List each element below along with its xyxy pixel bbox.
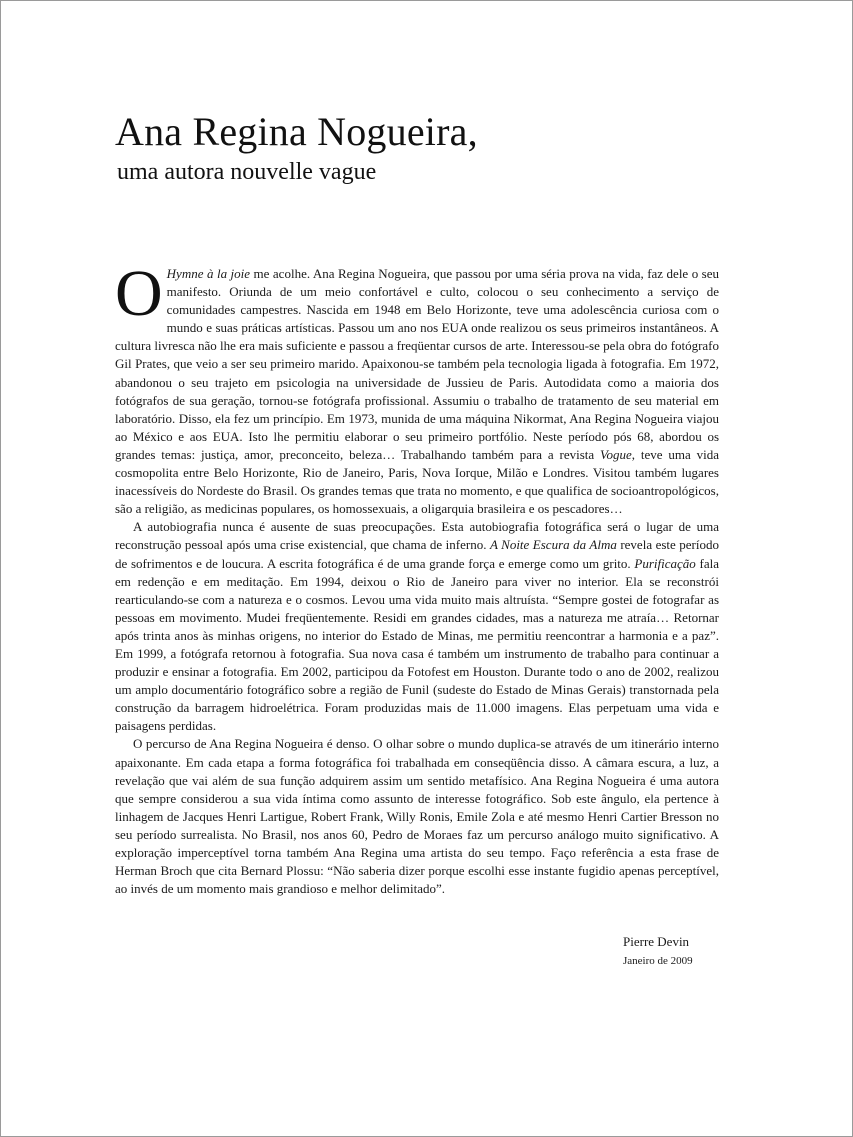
paragraph-1-text: [115, 257, 720, 517]
text-run: A autobiografia nunca é ausente de suas preocupações. Esta autobiografia fotográfica será o lugar de uma reconstrução pessoal após uma crise existencial, que chama de inferno.: [115, 519, 719, 553]
text-run: fala em redenção e em meditação. Em 1994, deixou o Rio de Janeiro para viver no interior. Ela se reconstrói rearticulando-se com a natureza e o cosmos. Levou uma vida muito mais altruísta. “Sempre gostei de fotografar as pessoas em movimento. Mudei freqüentemente. Residi em grandes cidades, mas a natureza me atraía… Retornar após trinta anos às minhas origens, no interior do Estado de Minas, me permitiu reencontrar a harmonia e a paz”. Em 1999, a fotógrafa retornou à fotografia. Sua nova casa é também um instrumento de trabalho para continuar a produzir e ensinar a fotografia. Em 2002, participou da Fotofest em Houston. Durante todo o ano de 2002, realizou um amplo documentário fotográfico sobre a região de Funil (sudeste do Estado de Minas Gerais) transtornada pela construção da barragem hidroelétrica. Foram produzidas mais de 11.000 imagens. Elas perpetuam uma vida e paisagens perdidas.: [115, 555, 719, 734]
italic-text: Purificação: [634, 555, 696, 571]
paragraph-1: [115, 257, 720, 518]
drop-cap: O: [115, 257, 163, 330]
text-run: revela este período de sofrimentos e de loucura. A escrita fotográfica é de uma grande força e emerge como um grito.: [115, 537, 719, 571]
article-subtitle: uma autora nouvelle vague: [117, 159, 377, 185]
italic-text: Vogue: [600, 446, 632, 462]
text-run: O percurso de Ana Regina Nogueira é denso. O olhar sobre o mundo duplica-se através de um itinerário interno apaixonante. Em cada etapa a forma fotográfica foi trabalhada em conseqüência disso. A câmara escura, a luz, a revelação que vai além de sua função adquirem assim um sentido metafísico. Ana Regina Nogueira é uma autora que sempre considerou a sua vida íntima como assunto de interesse fotográfico. Sob este ângulo, ela pertence à linhagem de Jacques Henri Lartigue, Robert Frank, Willy Ronis, Emile Zola e até mesmo Henri Cartier Bresson no seu período surrealista. No Brasil, nos anos 60, Pedro de Moraes faz um percurso análogo muito significativo. A exploração imperceptível torna também Ana Regina uma artista do seu tempo. Faço referência a esta frase de Herman Broch que cita Bernard Plossu: “Não saberia dizer porque escolhi esse instante fugidio apenas perceptível, ao invés de um momento mais grandioso e melhor delimitado”.: [115, 736, 719, 897]
text-run: me acolhe. Ana Regina Nogueira, que passou por uma séria prova na vida, faz dele o seu manifesto. Oriunda de um meio confortável e culto, colocou o seu conhecimento a serviço de comunidades campestres. Nascida em 1948 em Belo Horizonte, teve uma adolescência curiosa com o mundo e suas práticas artísticas. Passou um ano nos EUA onde realizou os seus primeiros instantâneos. A cultura livresca não lhe era mais suficiente e passou a freqüentar cursos de arte. Interessou-se pela obra do fotógrafo Gil Prates, que veio a ser seu primeiro marido. Apaixonou-se também pela tecnologia ligada à fotografia. Em 1972, abandonou o seu trajeto em psicologia na universidade de Jussieu de Paris. Autodidata como a maioria dos fotógrafos de sua geração, tornou-se fotógrafa profissional. Assumiu o trabalho de tratamento de seu material em laboratório. Disso, ela fez um princípio. Em 1973, munida de uma máquina Nikormat, Ana Regina Nogueira viajou ao México e aos EUA. Isto lhe permitiu elaborar o seu primeiro portfólio. Neste período pós 68, abordou os grandes temas: justiça, amor, preconceito, beleza… Trabalhando também para a revista: [115, 266, 720, 462]
text-run: , teve uma vida cosmopolita entre Belo Horizonte, Rio de Janeiro, Paris, Nova Iorque, Milão e Londres. Visitou também lugares inacessíveis do Nordeste do Brasil. Os grandes temas que trata no momento, e que qualifica de socioantropológicos, são a religião, as medicinas populares, os homossexuais, a oligarquia brasileira e os pescadores…: [115, 446, 719, 517]
signature-date: Janeiro de 2009: [623, 955, 693, 967]
italic-text: A Noite Escura da Alma: [489, 537, 617, 553]
article-title: Ana Regina Nogueira,: [115, 109, 478, 154]
signature-author: Pierre Devin: [623, 934, 690, 949]
italic-text: Hymne à la joie: [166, 266, 251, 281]
paragraph-3: [115, 735, 719, 898]
paragraph-2: [115, 518, 719, 735]
article-body: [115, 257, 720, 898]
